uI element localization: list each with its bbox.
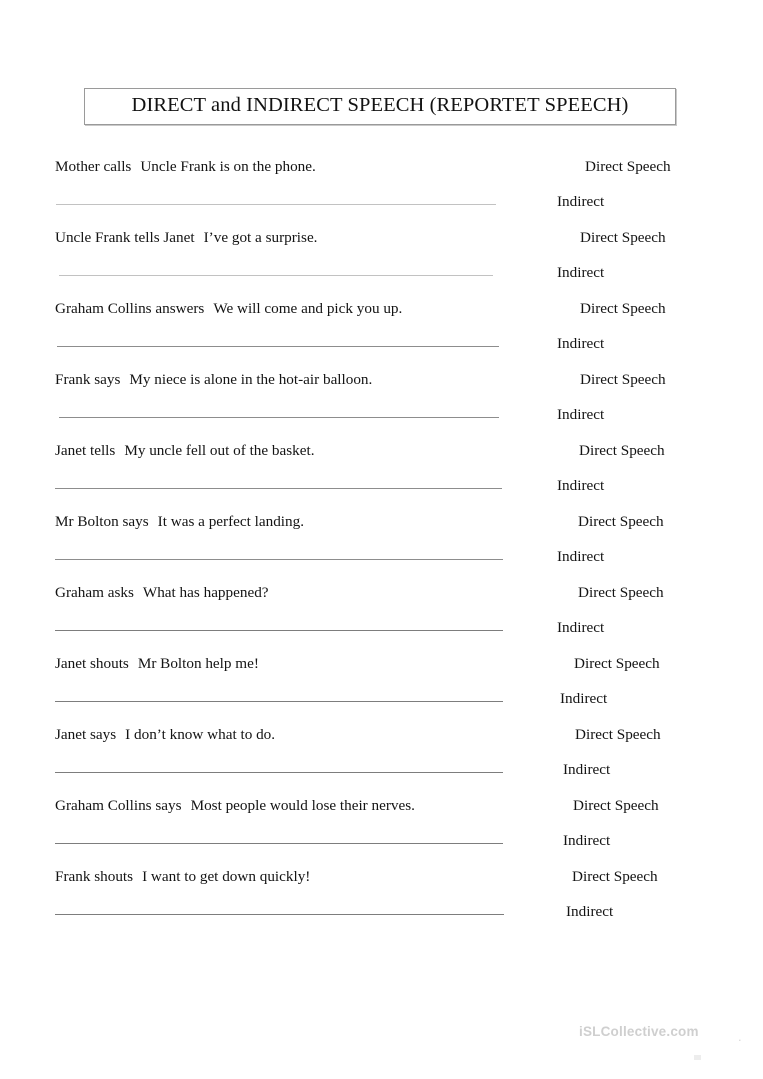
label-direct-speech: Direct Speech xyxy=(579,442,665,459)
exercise-prompt xyxy=(55,868,310,886)
watermark-islcollective: iSLCollective.com xyxy=(579,1024,699,1039)
answer-writing-line[interactable] xyxy=(59,417,499,418)
prompt-quote: We will come and pick you up. xyxy=(213,300,403,317)
label-direct-speech: Direct Speech xyxy=(572,868,658,885)
prompt-quote: Uncle Frank is on the phone. xyxy=(140,158,316,175)
label-direct-speech: Direct Speech xyxy=(580,371,666,388)
prompt-quote: I don’t know what to do. xyxy=(125,726,276,743)
label-indirect-speech: Indirect xyxy=(557,335,605,352)
exercise-row xyxy=(0,726,763,797)
label-indirect-speech: Indirect xyxy=(563,832,611,849)
prompt-speaker: Uncle Frank tells Janet xyxy=(55,229,195,246)
exercise-prompt xyxy=(55,300,402,318)
exercise-row xyxy=(0,158,763,229)
prompt-quote: I want to get down quickly! xyxy=(142,868,311,885)
exercise-prompt xyxy=(55,229,317,247)
prompt-speaker: Graham Collins answers xyxy=(55,300,205,317)
title-container xyxy=(84,88,676,125)
label-direct-speech: Direct Speech xyxy=(574,655,660,672)
prompt-quote: My uncle fell out of the basket. xyxy=(124,442,315,459)
label-direct-speech: Direct Speech xyxy=(573,797,659,814)
exercise-row xyxy=(0,513,763,584)
answer-writing-line[interactable] xyxy=(55,772,503,773)
prompt-speaker: Janet shouts xyxy=(55,655,129,672)
exercise-row xyxy=(0,584,763,655)
page-title: DIRECT and INDIRECT SPEECH (REPORTET SPEECH) xyxy=(131,94,629,116)
exercise-row xyxy=(0,300,763,371)
exercise-row xyxy=(0,868,763,932)
label-indirect-speech: Indirect xyxy=(566,903,614,920)
exercise-row xyxy=(0,371,763,442)
exercise-prompt xyxy=(55,584,269,602)
prompt-speaker: Mr Bolton says xyxy=(55,513,149,530)
answer-writing-line[interactable] xyxy=(55,914,504,915)
label-direct-speech: Direct Speech xyxy=(575,726,661,743)
prompt-speaker: Janet says xyxy=(55,726,117,743)
prompt-quote: Mr Bolton help me! xyxy=(137,655,259,672)
exercise-prompt xyxy=(55,726,275,744)
prompt-speaker: Frank shouts xyxy=(55,868,134,885)
label-indirect-speech: Indirect xyxy=(560,690,608,707)
label-direct-speech: Direct Speech xyxy=(578,513,664,530)
prompt-quote: It was a perfect landing. xyxy=(157,513,304,530)
title-box xyxy=(84,88,676,125)
answer-writing-line[interactable] xyxy=(55,843,503,844)
label-direct-speech: Direct Speech xyxy=(580,300,666,317)
prompt-quote: My niece is alone in the hot-air balloon. xyxy=(129,371,373,388)
prompt-quote: Most people would lose their nerves. xyxy=(190,797,415,814)
watermark-dot: . xyxy=(738,1029,742,1044)
exercise-prompt xyxy=(55,513,304,531)
exercise-prompt xyxy=(55,655,259,673)
exercise-prompt xyxy=(55,371,372,389)
prompt-speaker: Frank says xyxy=(55,371,121,388)
label-direct-speech: Direct Speech xyxy=(580,229,666,246)
exercise-prompt xyxy=(55,797,415,815)
watermark-mark xyxy=(694,1055,701,1060)
prompt-speaker: Janet tells xyxy=(55,442,116,459)
prompt-quote: What has happened? xyxy=(142,584,269,601)
label-indirect-speech: Indirect xyxy=(557,619,605,636)
exercise-list xyxy=(0,158,763,932)
label-indirect-speech: Indirect xyxy=(557,264,605,281)
label-indirect-speech: Indirect xyxy=(557,477,605,494)
prompt-speaker: Graham Collins says xyxy=(55,797,182,814)
label-indirect-speech: Indirect xyxy=(563,761,611,778)
answer-writing-line[interactable] xyxy=(55,701,503,702)
label-direct-speech: Direct Speech xyxy=(578,584,664,601)
answer-writing-line[interactable] xyxy=(56,204,496,205)
exercise-row xyxy=(0,797,763,868)
prompt-speaker: Graham asks xyxy=(55,584,134,601)
exercise-row xyxy=(0,229,763,300)
answer-writing-line[interactable] xyxy=(57,346,499,347)
label-indirect-speech: Indirect xyxy=(557,193,605,210)
label-direct-speech: Direct Speech xyxy=(585,158,671,175)
label-indirect-speech: Indirect xyxy=(557,406,605,423)
prompt-quote: I’ve got a surprise. xyxy=(203,229,318,246)
answer-writing-line[interactable] xyxy=(55,488,502,489)
answer-writing-line[interactable] xyxy=(55,559,503,560)
exercise-prompt xyxy=(55,442,315,460)
prompt-speaker: Mother calls xyxy=(55,158,132,175)
exercise-row xyxy=(0,442,763,513)
exercise-row xyxy=(0,655,763,726)
label-indirect-speech: Indirect xyxy=(557,548,605,565)
answer-writing-line[interactable] xyxy=(59,275,493,276)
answer-writing-line[interactable] xyxy=(55,630,503,631)
exercise-prompt xyxy=(55,158,316,176)
